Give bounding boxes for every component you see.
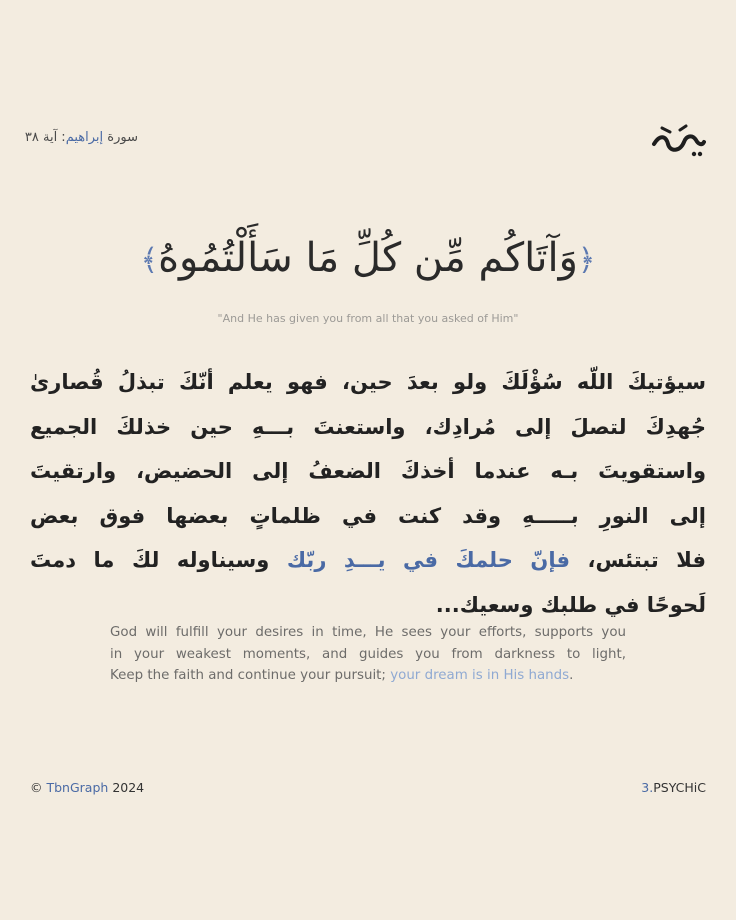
surah-prefix: سورة xyxy=(107,130,138,145)
english-highlight: your dream is in His hands xyxy=(390,668,570,683)
surah-name: إبراهيم xyxy=(65,130,104,145)
copyright-year: 2024 xyxy=(112,780,145,795)
arabic-highlight: فإنّ حلمكَ في يـــدِ ربّك xyxy=(286,548,570,573)
english-body xyxy=(110,622,626,687)
copyright-name: TbnGraph xyxy=(46,780,109,795)
ayah-number: : آية ٣٨ xyxy=(24,130,66,145)
calligraphy-logo-icon xyxy=(650,122,706,162)
brand-prefix: 3. xyxy=(641,780,654,795)
english-line-3-end: . xyxy=(569,668,574,683)
arabic-line-5 xyxy=(30,538,706,583)
arabic-line-1: سيؤتيكَ اللّه سُؤْلَكَ ولو بعدَ حين، فهو يعلم أنّكَ تبذلُ قُصارىٰ xyxy=(30,370,706,394)
verse-text: وَآتَاكُم مِّن كُلِّ مَا سَأَلْتُمُوهُ xyxy=(158,235,578,281)
brand-name: PSYCHiC xyxy=(653,780,706,795)
verse-open-ornament: ﴿ xyxy=(577,243,596,278)
english-line-3-start: Keep the faith and continue your pursuit; xyxy=(110,668,391,683)
verse-close-ornament: ﴾ xyxy=(140,243,159,278)
brand-label xyxy=(641,780,706,795)
arabic-line-6: لَحوحًا في طلبك وسعيك... xyxy=(435,592,706,617)
surah-reference xyxy=(25,130,138,145)
english-line-1: God will fulfill your desires in time, He sees your efforts, supports you xyxy=(110,625,626,640)
arabic-line-5-start: فلا تبتئس، xyxy=(569,548,706,573)
english-line-2: in your weakest moments, and guides you from darkness to light, xyxy=(110,646,626,662)
arabic-line-3: واستقويتَ بـه عندما أخذكَ الضعفُ إلى الحضيض، وارتقيتَ xyxy=(30,459,706,484)
english-line-3 xyxy=(110,665,626,687)
arabic-body xyxy=(30,360,706,628)
arabic-line-2: جُهدِكَ لتصلَ إلى مُرادِك، واستعنتَ بـــهِ حين خذلكَ الجميع xyxy=(30,414,706,439)
arabic-line-4: إلى النورِ بـــــهِ وقد كنت في ظلماتٍ بعضها فوق بعض xyxy=(30,503,706,528)
copyright xyxy=(30,780,144,795)
copyright-symbol: © xyxy=(30,780,43,795)
quran-verse xyxy=(0,235,736,281)
arabic-line-5-end: وسيناوله لكَ ما دمتَ xyxy=(30,548,287,573)
verse-translation: "And He has given you from all that you asked of Him" xyxy=(217,312,519,325)
